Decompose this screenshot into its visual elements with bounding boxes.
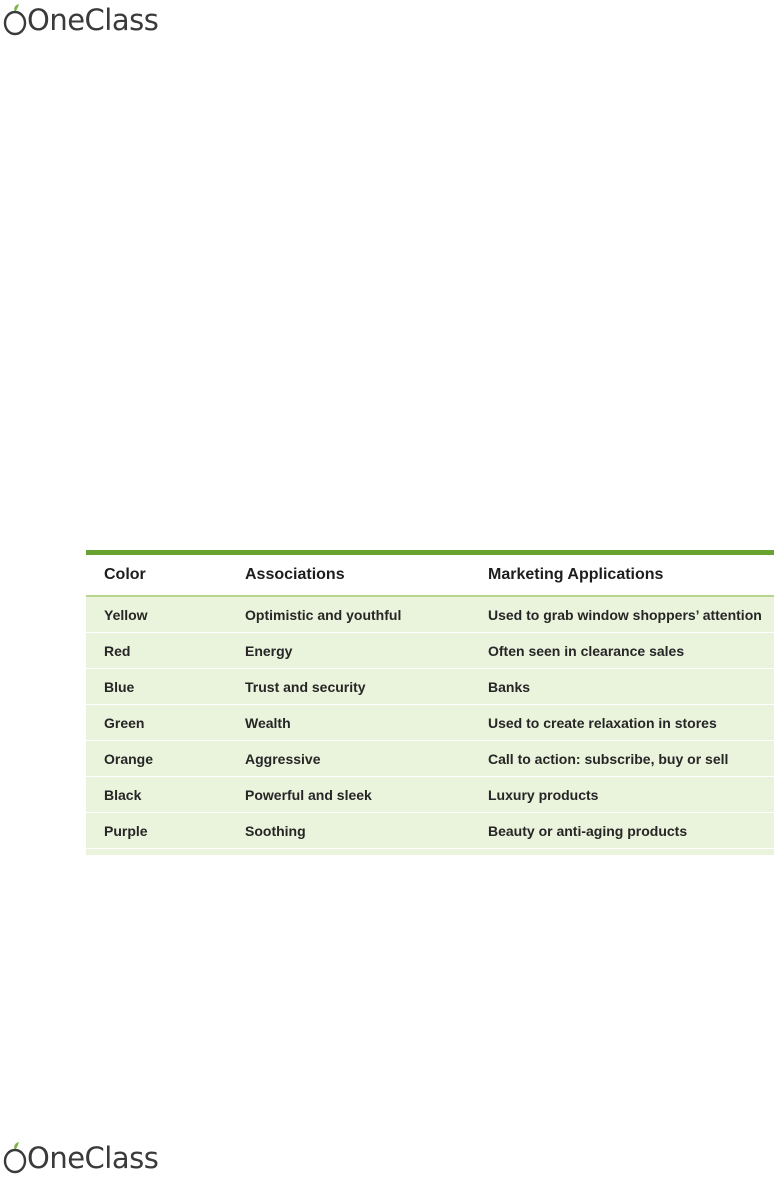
apple-o-icon [2,1142,28,1174]
table-row [86,669,774,705]
cell-association: Energy [245,642,293,659]
cell-color: Purple [104,822,148,839]
cell-association: Trust and security [245,678,366,695]
table-row [86,633,774,669]
table-row [86,777,774,813]
table-row [86,597,774,633]
table-row [86,705,774,741]
cell-application: Banks [488,678,531,695]
cell-association: Wealth [245,714,291,731]
cell-application: Luxury products [488,786,599,803]
table-header-row [86,555,774,597]
cell-association: Aggressive [245,750,321,767]
cell-color: Green [104,714,145,731]
cell-color: Orange [104,750,154,767]
cell-application: Used to grab window shoppers’ attention [488,606,762,623]
cell-application: Beauty or anti-aging products [488,822,688,839]
logo-text: OneClass [27,2,159,37]
cell-application: Call to action: subscribe, buy or sell [488,750,729,767]
oneclass-logo-top [2,0,158,40]
table-row [86,813,774,849]
oneclass-logo-bottom [2,1138,158,1178]
cell-association: Optimistic and youthful [245,606,402,623]
cell-color: Red [104,642,131,659]
header-marketing-applications: Marketing Applications [488,566,664,583]
cell-application: Used to create relaxation in stores [488,714,717,731]
cell-application: Often seen in clearance sales [488,642,685,659]
cell-color: Black [104,786,142,803]
cell-color: Yellow [104,606,148,623]
table-row [86,741,774,777]
header-associations: Associations [245,566,345,583]
logo-text: OneClass [27,1140,159,1175]
table-bottom-pad [86,849,774,855]
header-color: Color [104,566,146,583]
cell-association: Powerful and sleek [245,786,372,803]
color-associations-table [86,550,774,855]
apple-o-icon [2,4,28,36]
cell-color: Blue [104,678,135,695]
cell-association: Soothing [245,822,306,839]
